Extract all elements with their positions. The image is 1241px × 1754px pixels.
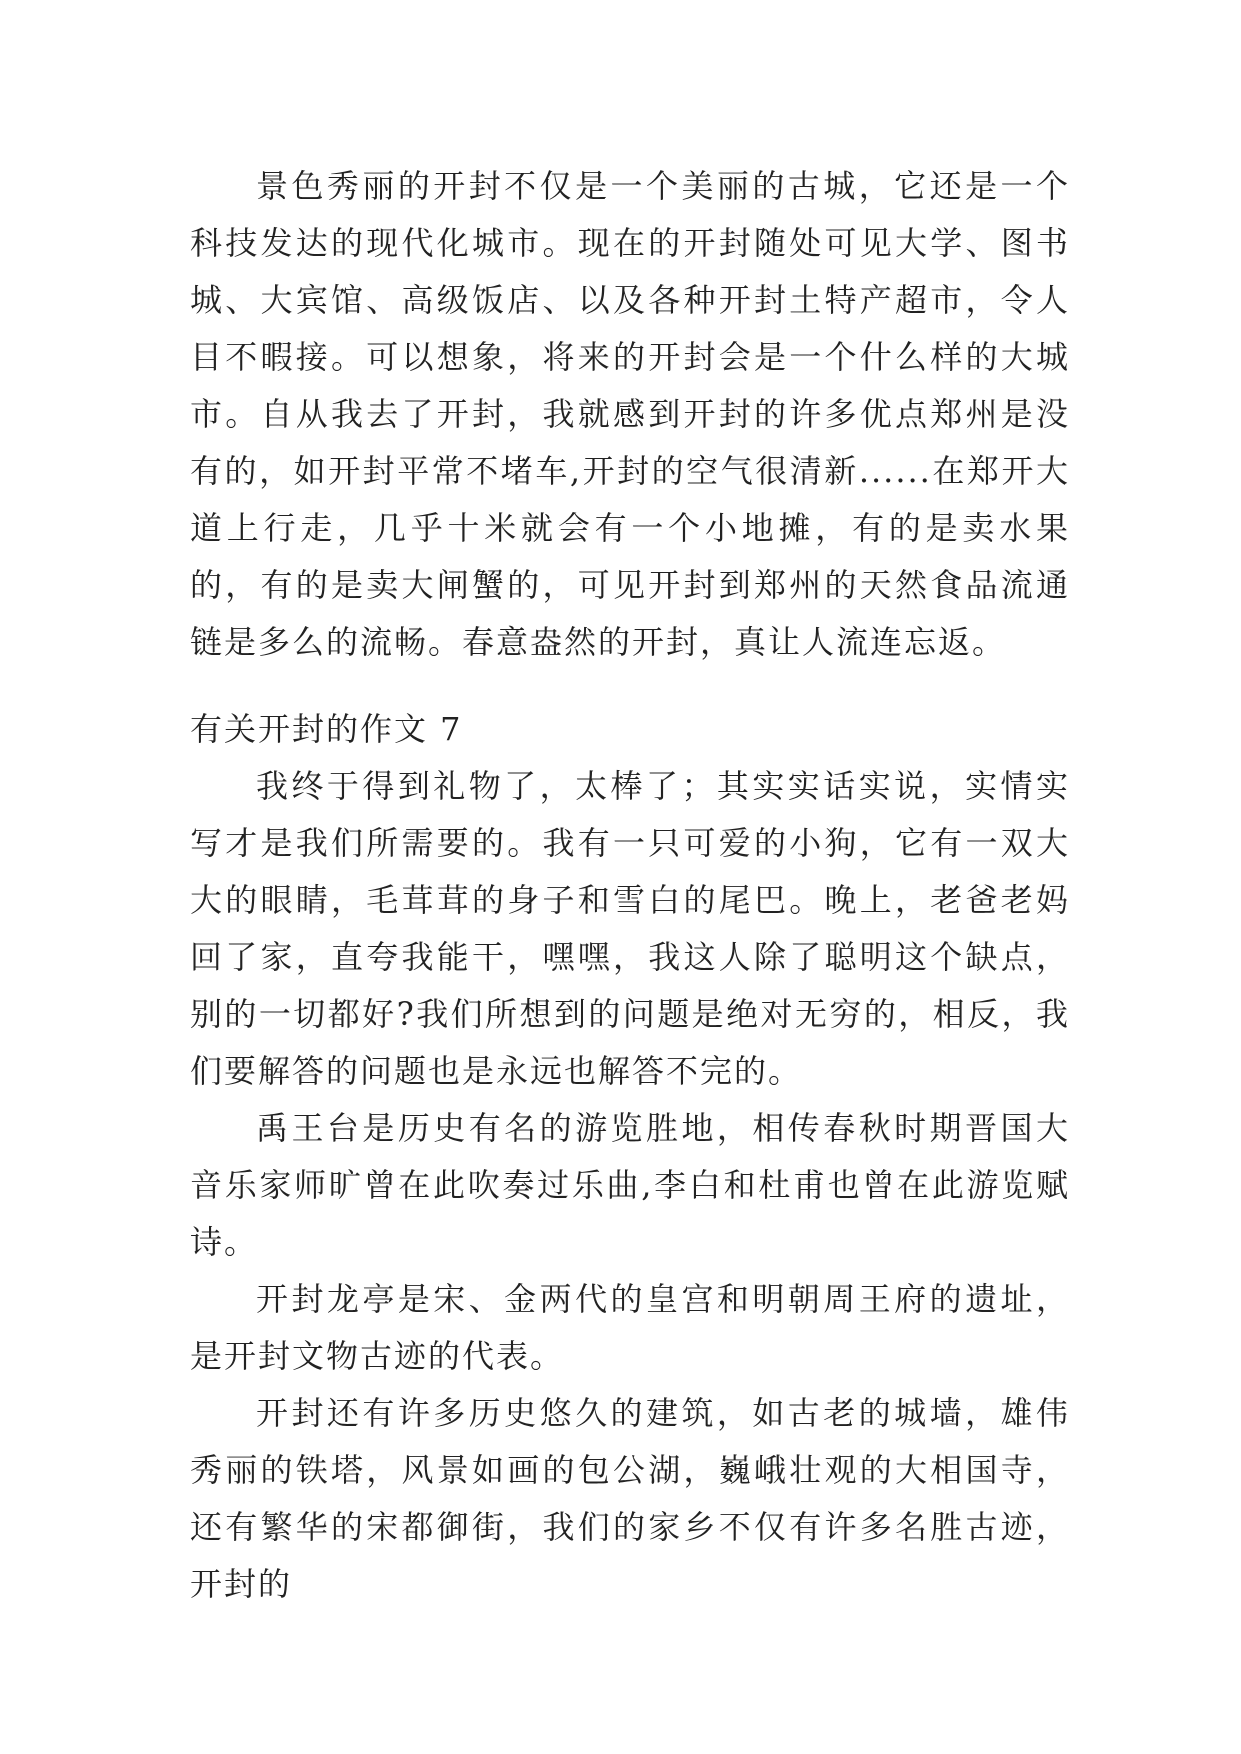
essay-heading-7: 有关开封的作文 7 — [190, 710, 463, 748]
document-body — [190, 158, 1070, 1613]
paragraph-gift-puppy: 我终于得到礼物了，太棒了；其实实话实说，实情实写才是我们所需要的。我有一只可爱的小狗，它有一双大大的眼睛，毛茸茸的身子和雪白的尾巴。晚上，老爸老妈回了家，直夸我能干，嘿嘿，我这人除了聪明这个缺点，别的一切都好?我们所想到的问题是绝对无穷的，相反，我们要解答的问题也是永远也解答不完的。 — [190, 767, 1070, 1090]
paragraph-longting: 开封龙亭是宋、金两代的皇宫和明朝周王府的遗址，是开封文物古迹的代表。 — [190, 1280, 1070, 1375]
paragraph-historic-buildings: 开封还有许多历史悠久的建筑，如古老的城墙，雄伟秀丽的铁塔，风景如画的包公湖，巍峨壮观的大相国寺，还有繁华的宋都御街，我们的家乡不仅有许多名胜古迹，开封的 — [190, 1394, 1070, 1603]
paragraph-kaifeng-modern-city: 景色秀丽的开封不仅是一个美丽的古城，它还是一个科技发达的现代化城市。现在的开封随处可见大学、图书城、大宾馆、高级饭店、以及各种开封土特产超市，令人目不暇接。可以想象，将来的开封会是一个什么样的大城市。自从我去了开封，我就感到开封的许多优点郑州是没有的，如开封平常不堵车,开封的空气很清新......在郑开大道上行走，几乎十米就会有一个小地摊，有的是卖水果的，有的是卖大闸蟹的，可见开封到郑州的天然食品流通链是多么的流畅。春意盎然的开封，真让人流连忘返。 — [190, 167, 1070, 661]
paragraph-yuwangtai: 禹王台是历史有名的游览胜地，相传春秋时期晋国大音乐家师旷曾在此吹奏过乐曲,李白和杜甫也曾在此游览赋诗。 — [190, 1109, 1070, 1261]
